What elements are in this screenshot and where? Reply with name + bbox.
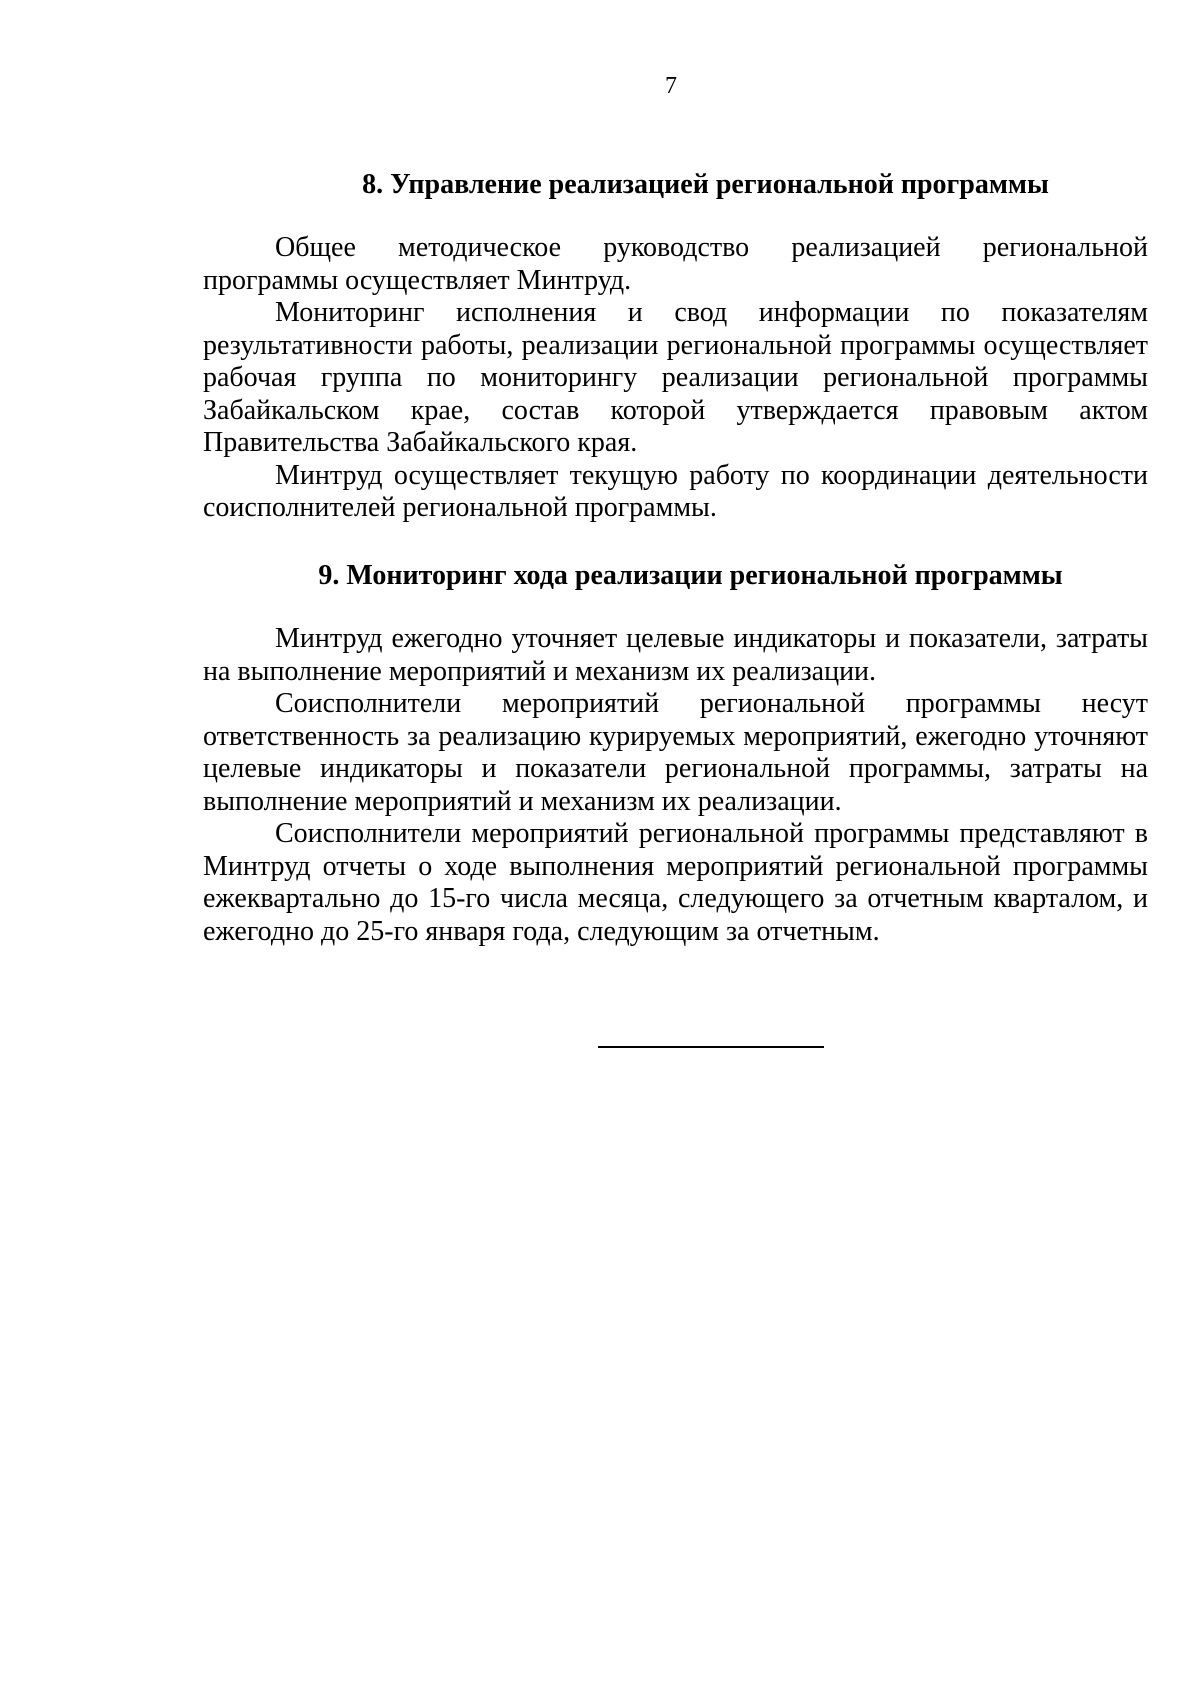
section-8-body	[203, 232, 1148, 525]
section-8-paragraph-2: Мониторинг исполнения и свод информации по показателям результативности работы, реализации региональной программы осуществляет рабочая группа по мониторингу реализации региональной программы Забайкальском крае, состав которой утверждается правовым актом Правительства Забайкальского края.	[203, 297, 1148, 458]
section-9-heading: 9. Мониторинг хода реализации региональной программы	[318, 560, 1063, 591]
section-8-paragraph-3: Минтруд осуществляет текущую работу по координации деятельности соисполнителей региональной программы.	[203, 459, 1148, 523]
closing-divider-line	[598, 1046, 824, 1048]
section-8-heading: 8. Управление реализацией региональной программы	[362, 169, 1049, 200]
section-8-paragraph-1: Общее методическое руководство реализацией региональной программы осуществляет Минтруд.	[203, 232, 1148, 296]
section-9-paragraph-3: Соисполнители мероприятий региональной программы представляют в Минтруд отчеты о ходе выполнения мероприятий региональной программы ежеквартально до 15-го числа месяца, следующего за отчетным кварталом, и ежегодно до 25-го января года, следующим за отчетным.	[203, 818, 1148, 947]
section-9-paragraph-2: Соисполнители мероприятий региональной программы несут ответственность за реализацию курируемых мероприятий, ежегодно уточняют целевые индикаторы и показатели региональной программы, затраты на выполнение мероприятий и механизм их реализации.	[203, 688, 1148, 817]
page-number: 7	[665, 73, 677, 99]
section-9-paragraph-1: Минтруд ежегодно уточняет целевые индикаторы и показатели, затраты на выполнение мероприятий и механизм их реализации.	[203, 623, 1148, 687]
section-9-body	[203, 623, 1148, 948]
